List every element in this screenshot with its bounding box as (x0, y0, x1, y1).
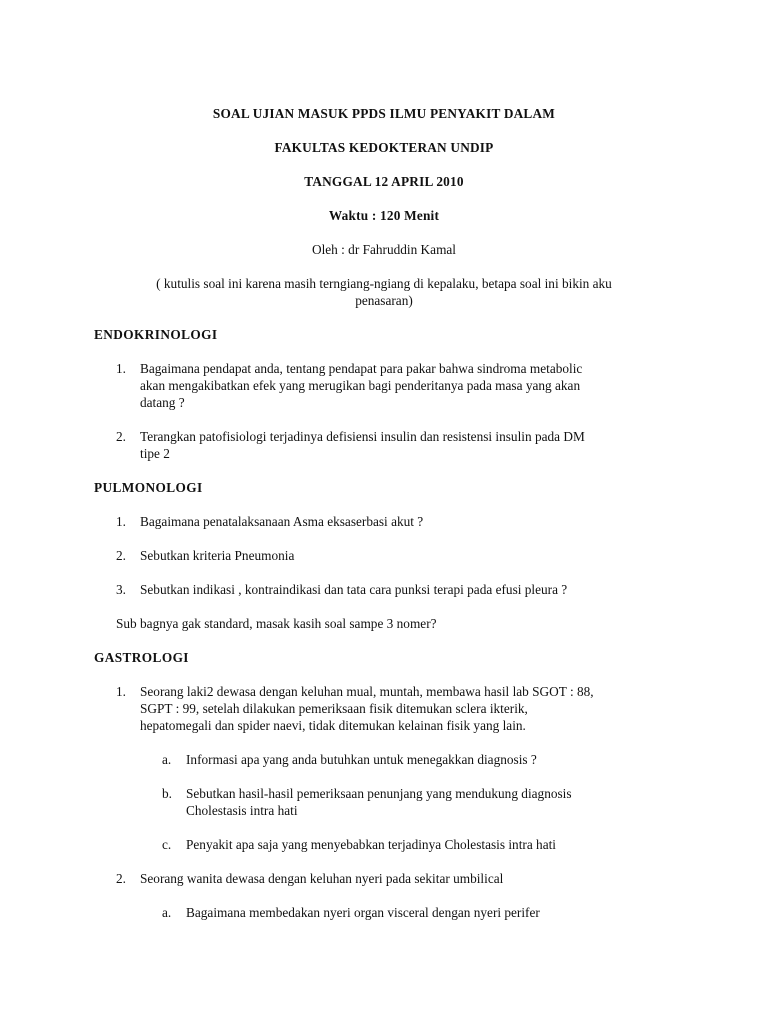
question-number: 1. (116, 684, 126, 699)
sub-question-text: Bagaimana membedakan nyeri organ visceral dengan nyeri perifer (186, 905, 540, 920)
question-text-line: datang ? (140, 395, 185, 410)
author-line: Oleh : dr Fahruddin Kamal (311, 242, 457, 257)
sub-question-text: Sebutkan hasil-hasil pemeriksaan penunjang yang mendukung diagnosis (186, 786, 572, 801)
sub-question-letter: b. (162, 786, 172, 801)
date-line: TANGGAL 12 APRIL 2010 (304, 174, 464, 189)
section-heading-endokrinologi: ENDOKRINOLOGI (94, 327, 218, 342)
question-text-line: hepatomegali dan spider naevi, tidak ditemukan kelainan fisik yang lain. (140, 718, 526, 733)
section-comment: Sub bagnya gak standard, masak kasih soal sampe 3 nomer? (116, 616, 437, 631)
sub-question-letter: a. (162, 905, 172, 920)
question-number: 2. (116, 871, 126, 886)
sub-question-text: Penyakit apa saja yang menyebabkan terjadinya Cholestasis intra hati (186, 837, 556, 852)
author-note-line-1: ( kutulis soal ini karena masih terngiang-ngiang di kepalaku, betapa soal ini bikin aku (156, 276, 612, 291)
question-number: 2. (116, 429, 126, 444)
sub-question-text: Informasi apa yang anda butuhkan untuk menegakkan diagnosis ? (186, 752, 537, 767)
sub-question-letter: a. (162, 752, 172, 767)
question-text-line: Terangkan patofisiologi terjadinya defisiensi insulin dan resistensi insulin pada DM (140, 429, 585, 444)
question-text: Sebutkan kriteria Pneumonia (140, 548, 295, 563)
question-text-line: akan mengakibatkan efek yang merugikan bagi penderitanya pada masa yang akan (140, 378, 581, 393)
question-text-line: SGPT : 99, setelah dilakukan pemeriksaan fisik ditemukan sclera ikterik, (140, 701, 528, 716)
question-text: Seorang wanita dewasa dengan keluhan nyeri pada sekitar umbilical (140, 871, 504, 886)
question-number: 2. (116, 548, 126, 563)
section-heading-gastrologi: GASTROLOGI (94, 650, 189, 665)
sub-question-text: Cholestasis intra hati (186, 803, 298, 818)
question-number: 1. (116, 361, 126, 376)
duration-line: Waktu : 120 Menit (328, 208, 440, 223)
question-number: 1. (116, 514, 126, 529)
question-number: 3. (116, 582, 126, 597)
author-note-line-2: penasaran) (355, 293, 413, 308)
faculty-line: FAKULTAS KEDOKTERAN UNDIP (274, 140, 494, 155)
question-text-line: tipe 2 (140, 446, 170, 461)
document-title: SOAL UJIAN MASUK PPDS ILMU PENYAKIT DALAM (212, 106, 556, 121)
section-heading-pulmonologi: PULMONOLOGI (94, 480, 203, 495)
question-text: Sebutkan indikasi , kontraindikasi dan tata cara punksi terapi pada efusi pleura ? (140, 582, 568, 597)
question-text-line: Bagaimana pendapat anda, tentang pendapat para pakar bahwa sindroma metabolic (140, 361, 583, 376)
question-text: Bagaimana penatalaksanaan Asma eksaserbasi akut ? (140, 514, 424, 529)
sub-question-letter: c. (162, 837, 172, 852)
question-text-line: Seorang laki2 dewasa dengan keluhan mual, muntah, membawa hasil lab SGOT : 88, (140, 684, 594, 699)
